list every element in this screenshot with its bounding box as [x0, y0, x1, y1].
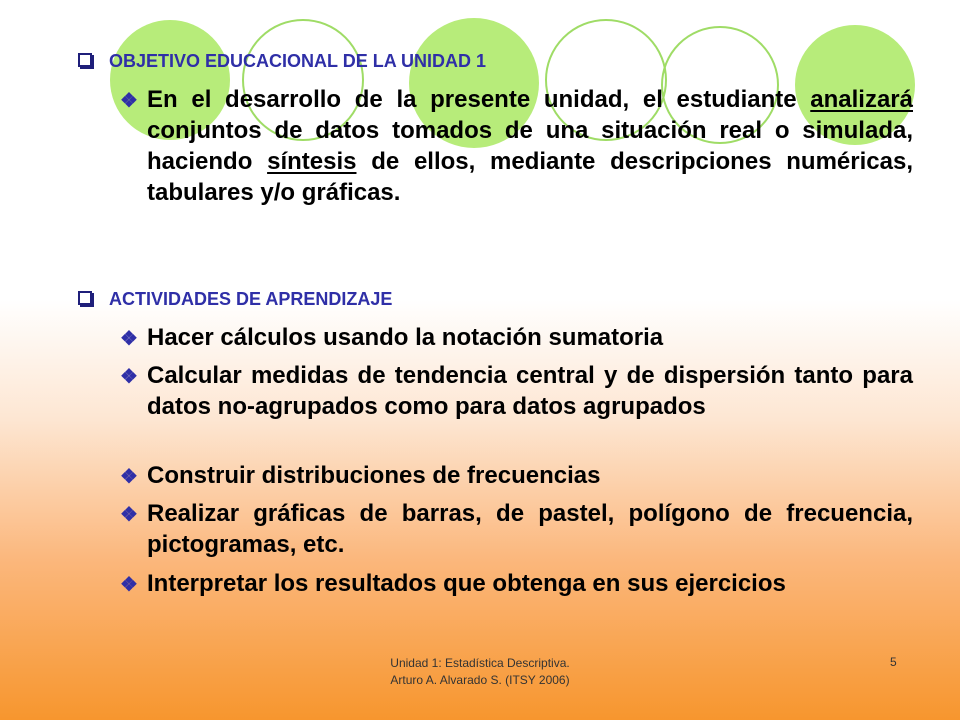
- activity-item: [120, 322, 913, 353]
- footer-line: Unidad 1: Estadística Descriptiva.: [390, 656, 570, 670]
- activity-text: Construir distribuciones de frecuencias: [147, 462, 601, 489]
- footer-credits: [330, 655, 630, 689]
- diamond-bullet-icon: ❖: [120, 366, 138, 388]
- activity-item: [120, 360, 913, 422]
- section-heading-text: OBJETIVO EDUCACIONAL DE LA UNIDAD 1: [109, 50, 487, 71]
- section-heading-objetivo: [78, 50, 486, 72]
- activity-text: Realizar gráficas de barras, de pastel, polígono de frecuencia, pictogramas, etc.: [147, 500, 913, 558]
- activity-text: Calcular medidas de tendencia central y de dispersión tanto para datos no-agrupados como para datos agrupados: [147, 362, 913, 420]
- diamond-bullet-icon: ❖: [120, 574, 138, 596]
- section-heading-text: ACTIVIDADES DE APRENDIZAJE: [109, 288, 393, 309]
- activity-item: [120, 498, 913, 560]
- activity-item: [120, 460, 913, 491]
- underlined-word: analizará: [810, 86, 913, 113]
- objective-paragraph: [120, 84, 913, 208]
- underlined-word: síntesis: [267, 148, 357, 175]
- activity-text: Interpretar los resultados que obtenga en sus ejercicios: [147, 570, 786, 597]
- diamond-bullet-icon: ❖: [120, 90, 138, 112]
- section-heading-actividades: [78, 288, 392, 310]
- activity-text: Hacer cálculos usando la notación sumatoria: [147, 324, 664, 351]
- diamond-bullet-icon: ❖: [120, 466, 138, 488]
- footer-line: Arturo A. Alvarado S. (ITSY 2006): [390, 673, 570, 687]
- page-number: 5: [890, 655, 897, 669]
- activity-item: [120, 568, 913, 599]
- diamond-bullet-icon: ❖: [120, 504, 138, 526]
- objective-text: En el desarrollo de la presente unidad, el estudiante analizará conjuntos de datos tomados de una situación real o simulada, haciendo síntesis de ellos, mediante descripciones numéricas, tabulares y/o gráficas.: [147, 86, 913, 206]
- diamond-bullet-icon: ❖: [120, 328, 138, 350]
- checkbox-bullet-icon: [78, 53, 92, 67]
- checkbox-bullet-icon: [78, 291, 92, 305]
